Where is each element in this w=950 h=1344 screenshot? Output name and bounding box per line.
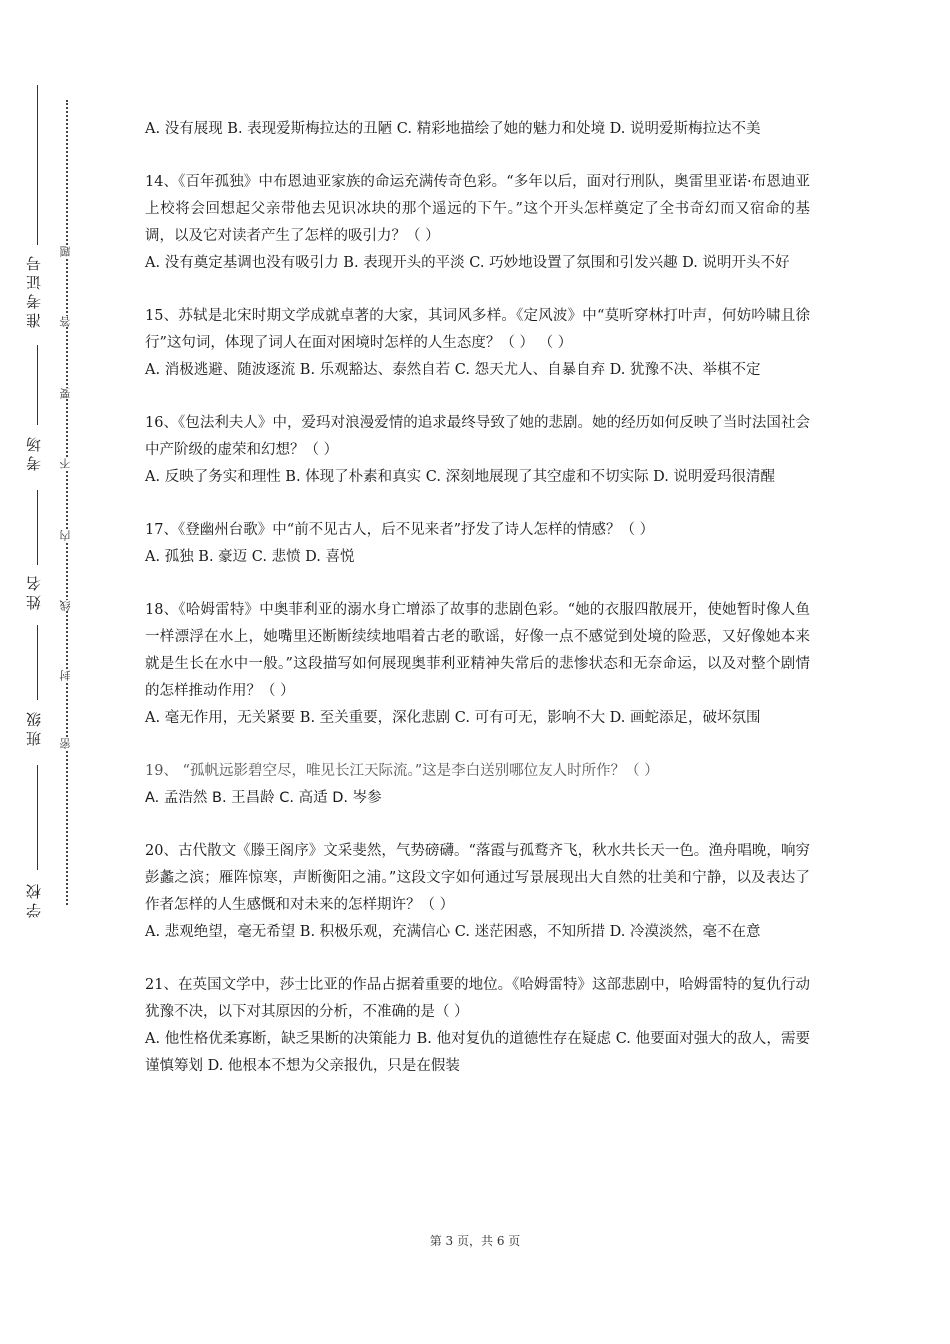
question-15 (145, 303, 810, 384)
binding-label-class: 班级 (25, 708, 43, 746)
option-line: A. 反映了务实和理性 B. 体现了朴素和真实 C. 深刻地展现了其空虚和不切实际 D. 说明爱玛很清醒 (145, 469, 776, 485)
question-stem: 17、《登幽州台歌》中“前不见古人，后不见来者”抒发了诗人怎样的情感？（ ） (145, 522, 655, 538)
question-14 (145, 169, 810, 277)
binding-margin (14, 80, 74, 930)
binding-label-ticket-number: 准考证号 (25, 252, 43, 328)
option-line: A. 悲观绝望，毫无希望 B. 积极乐观，充满信心 C. 迷茫困惑，不知所措 D. 冷漠淡然，毫不在意 (145, 924, 761, 940)
binding-dotted-line (66, 100, 68, 905)
binding-label-name: 姓名 (25, 572, 43, 610)
question-stem: 14、《百年孤独》中布恩迪亚家族的命运充满传奇色彩。“多年以后，面对行刑队，奥雷里亚诺·布恩迪亚上校将会回想起父亲带他去见识冰块的那个遥远的下午。”这个开头怎样奠定了全书奇幻而又宿命的基调，以及它对读者产生了怎样的吸引力？（ ） (145, 174, 810, 244)
question-stem: 15、苏轼是北宋时期文学成就卓著的大家，其词风多样。《定风波》中“莫听穿林打叶声，何妨吟啸且徐行”这句词，体现了词人在面对困境时怎样的人生态度？（ ） （ ） (145, 308, 810, 351)
question-list (145, 116, 810, 1106)
question-stem: 18、《哈姆雷特》中奥菲利亚的溺水身亡增添了故事的悲剧色彩。“她的衣服四散展开，使她暂时像人鱼一样漂浮在水上，她嘴里还断断续续地唱着古老的歌谣，好像一点不感觉到处境的险恶，又好像她本来就是生长在水中一般。”这段描写如何展现奥菲利亚精神失常后的悲惨状态和无奈命运，以及对整个剧情的怎样推动作用？（ ） (145, 602, 810, 699)
binding-label-school: 学校 (25, 880, 43, 918)
seal-char: 密 (56, 738, 76, 749)
option-line: A. 孟浩然 B. 王昌龄 C. 高适 D. 岑参 (145, 790, 382, 806)
option-line: A. 孤独 B. 豪迈 C. 悲愤 D. 喜悦 (145, 549, 355, 565)
option-line: A. 毫无作用，无关紧要 B. 至关重要，深化悲剧 C. 可有可无，影响不大 D. 画蛇添足，破坏氛围 (145, 710, 761, 726)
binding-rule-3 (37, 490, 38, 565)
page-number: 第 3 页，共 6 页 (429, 1234, 521, 1248)
question-20 (145, 838, 810, 946)
question-19 (145, 758, 810, 812)
seal-char: 题 (56, 246, 76, 257)
option-line: A. 没有展现 B. 表现爱斯梅拉达的丑陋 C. 精彩地描绘了她的魅力和处境 D. 说明爱斯梅拉达不美 (145, 121, 761, 137)
seal-char: 线 (56, 600, 76, 611)
seal-char: 不 (56, 458, 76, 469)
seal-char: 答 (56, 316, 76, 327)
binding-label-exam-room: 考场 (25, 433, 43, 471)
option-line: A. 没有奠定基调也没有吸引力 B. 表现开头的平淡 C. 巧妙地设置了氛围和引发兴趣 D. 说明开头不好 (145, 255, 790, 271)
question-18 (145, 597, 810, 732)
binding-rule-1 (37, 85, 38, 245)
binding-rule-2 (37, 345, 38, 425)
question-stem: 16、《包法利夫人》中，爱玛对浪漫爱情的追求最终导致了她的悲剧。她的经历如何反映了当时法国社会中产阶级的虚荣和幻想？（ ） (145, 415, 810, 458)
binding-rule-5 (37, 765, 38, 870)
question-stem: 21、在英国文学中，莎士比亚的作品占据着重要的地位。《哈姆雷特》这部悲剧中，哈姆雷特的复仇行动犹豫不决，以下对其原因的分析，不准确的是（ ） (145, 977, 810, 1020)
question-13-options (145, 116, 810, 143)
question-16 (145, 410, 810, 491)
seal-char: 要 (56, 388, 76, 399)
option-line: A. 他性格优柔寡断，缺乏果断的决策能力 B. 他对复仇的道德性存在疑虑 C. 他要面对强大的敌人，需要谨慎筹划 D. 他根本不想为父亲报仇，只是在假装 (145, 1031, 810, 1074)
question-17 (145, 517, 810, 571)
seal-char: 封 (56, 670, 76, 681)
question-stem: 19、 “孤帆远影碧空尽，唯见长江天际流。”这是李白送别哪位友人时所作？（ ） (145, 763, 659, 779)
binding-rule-4 (37, 625, 38, 700)
question-stem: 20、古代散文《滕王阁序》文采斐然，气势磅礴。“落霞与孤鹜齐飞，秋水共长天一色。渔舟唱晚，响穷彭蠡之滨；雁阵惊寒，声断衡阳之浦。”这段文字如何通过写景展现出大自然的壮美和宁静，以及表达了作者怎样的人生感慨和对未来的怎样期许？（ ） (145, 843, 810, 913)
question-21 (145, 972, 810, 1080)
seal-char: 内 (56, 530, 76, 541)
option-line: A. 消极逃避、随波逐流 B. 乐观豁达、泰然自若 C. 怨天尤人、自暴自弃 D. 犹豫不决、举棋不定 (145, 362, 761, 378)
